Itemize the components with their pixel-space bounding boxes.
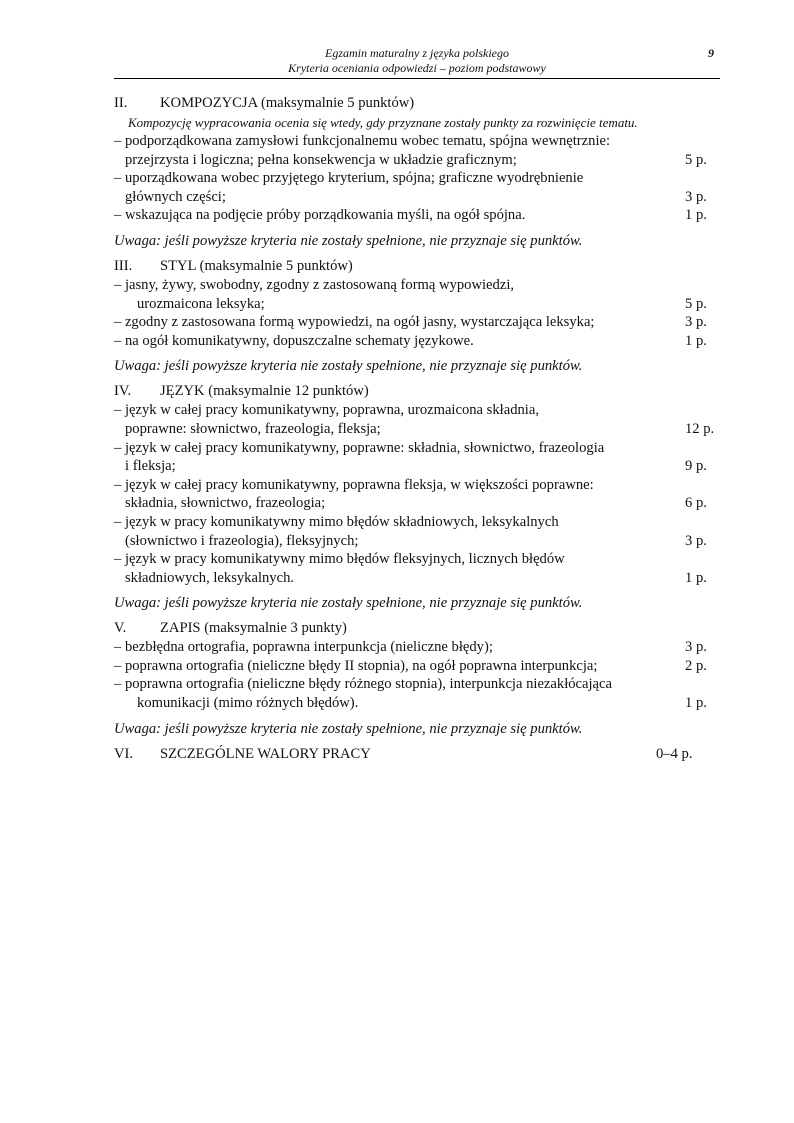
section-kompozycja-title	[114, 94, 714, 113]
criterion-text: urozmaicona leksyka;	[137, 295, 265, 312]
criterion-text: i fleksja;	[125, 458, 176, 475]
criterion-points: 3 p.	[685, 532, 707, 549]
section-title: ZAPIS (maksymalnie 3 punkty)	[160, 620, 347, 637]
criterion-text: – bezbłędna ortografia, poprawna interpunkcja (nieliczne błędy);	[114, 639, 493, 656]
criterion-points: 9 p.	[685, 458, 707, 475]
section-number: IV.	[114, 383, 132, 400]
criterion-text: – na ogół komunikatywny, dopuszczalne schematy językowe.	[114, 332, 474, 349]
criterion-points: 12 p.	[685, 420, 715, 437]
criterion-points: 5 p.	[685, 295, 707, 312]
section-zapis-title	[114, 619, 714, 638]
criterion-text: – jasny, żywy, swobodny, zgodny z zastosowaną formą wypowiedzi,	[114, 276, 515, 293]
criterion-item	[114, 657, 714, 676]
criterion-item	[114, 132, 714, 169]
section-walory-title	[114, 745, 714, 764]
criterion-item	[114, 169, 714, 206]
page-number: 9	[708, 46, 714, 60]
criterion-points: 1 p.	[685, 695, 707, 712]
header-subtitle: Kryteria oceniania odpowiedzi – poziom podstawowy	[288, 61, 546, 75]
criterion-text: przejrzysta i logiczna; pełna konsekwencja w układzie graficznym;	[125, 151, 517, 168]
criterion-text: – poprawna ortografia (nieliczne błędy różnego stopnia), interpunkcja niezakłócająca	[114, 676, 612, 693]
criterion-item	[114, 476, 714, 513]
criterion-item	[114, 206, 714, 225]
criterion-points: 5 p.	[685, 151, 707, 168]
criterion-points: 2 p.	[685, 657, 707, 674]
criterion-points: 1 p.	[685, 569, 707, 586]
criterion-text: – zgodny z zastosowana formą wypowiedzi, na ogół jasny, wystarczająca leksyka;	[114, 314, 595, 331]
criterion-item	[114, 276, 714, 313]
criterion-points: 1 p.	[685, 207, 707, 224]
section-title: JĘZYK (maksymalnie 12 punktów)	[160, 383, 369, 400]
criterion-text: poprawne: słownictwo, frazeologia, fleksja;	[125, 420, 381, 437]
section-note: Uwaga: jeśli powyższe kryteria nie zostały spełnione, nie przyznaje się punktów.	[114, 232, 583, 249]
section-note: Uwaga: jeśli powyższe kryteria nie zostały spełnione, nie przyznaje się punktów.	[114, 358, 583, 375]
criterion-text: komunikacji (mimo różnych błędów).	[137, 695, 359, 712]
criteria-content	[114, 94, 714, 764]
criterion-points: 3 p.	[685, 639, 707, 656]
criterion-item	[114, 313, 714, 332]
criterion-points: 6 p.	[685, 495, 707, 512]
section-title: KOMPOZYCJA (maksymalnie 5 punktów)	[160, 95, 415, 111]
criterion-text: – język w pracy komunikatywny mimo błędów fleksyjnych, licznych błędów	[114, 551, 565, 568]
criterion-points: 1 p.	[685, 332, 707, 349]
section-score: 0–4 p.	[656, 745, 693, 762]
section-styl-title	[114, 257, 714, 276]
section-title: SZCZEGÓLNE WALORY PRACY	[160, 745, 371, 762]
page-header	[114, 46, 720, 79]
section-note: Uwaga: jeśli powyższe kryteria nie zostały spełnione, nie przyznaje się punktów.	[114, 595, 583, 612]
section-number: V.	[114, 620, 127, 637]
criterion-item	[114, 332, 714, 351]
section-number: VI.	[114, 745, 134, 762]
criterion-text: głównych części;	[125, 188, 226, 205]
criterion-points: 3 p.	[685, 188, 707, 205]
criterion-text: – uporządkowana wobec przyjętego kryterium, spójna; graficzne wyodrębnienie	[114, 170, 584, 187]
criterion-text: składniowych, leksykalnych.	[125, 569, 295, 586]
criterion-text: – język w całej pracy komunikatywny, poprawna fleksja, w większości poprawne:	[114, 476, 594, 493]
section-kompozycja-intro: Kompozycję wypracowania ocenia się wtedy, gdy przyznane zostały punkty za rozwinięcie tematu.	[128, 115, 638, 130]
criterion-text: składnia, słownictwo, frazeologia;	[125, 495, 326, 512]
criterion-item	[114, 550, 714, 587]
header-exam-title: Egzamin maturalny z języka polskiego	[325, 46, 509, 60]
criterion-item	[114, 439, 714, 476]
criterion-item	[114, 513, 714, 550]
criterion-text: – język w całej pracy komunikatywny, poprawna, urozmaicona składnia,	[114, 402, 539, 419]
criterion-text: – wskazująca na podjęcie próby porządkowania myśli, na ogół spójna.	[114, 207, 526, 224]
section-number: II.	[114, 95, 128, 111]
section-jezyk-title	[114, 382, 714, 401]
section-note: Uwaga: jeśli powyższe kryteria nie zostały spełnione, nie przyznaje się punktów.	[114, 720, 583, 737]
section-title: STYL (maksymalnie 5 punktów)	[160, 257, 353, 274]
criterion-text: – język w całej pracy komunikatywny, poprawne: składnia, słownictwo, frazeologia	[114, 439, 605, 456]
criterion-points: 3 p.	[685, 314, 707, 331]
criterion-text: – poprawna ortografia (nieliczne błędy II stopnia), na ogół poprawna interpunkcja;	[114, 657, 598, 674]
criterion-item	[114, 638, 714, 657]
criterion-text: – podporządkowana zamysłowi funkcjonalnemu wobec tematu, spójna wewnętrznie:	[114, 133, 611, 149]
criterion-text: – język w pracy komunikatywny mimo błędów składniowych, leksykalnych	[114, 513, 559, 530]
criterion-item	[114, 675, 714, 712]
criterion-item	[114, 401, 714, 438]
section-number: III.	[114, 257, 133, 274]
criterion-text: (słownictwo i frazeologia), fleksyjnych;	[125, 532, 359, 549]
